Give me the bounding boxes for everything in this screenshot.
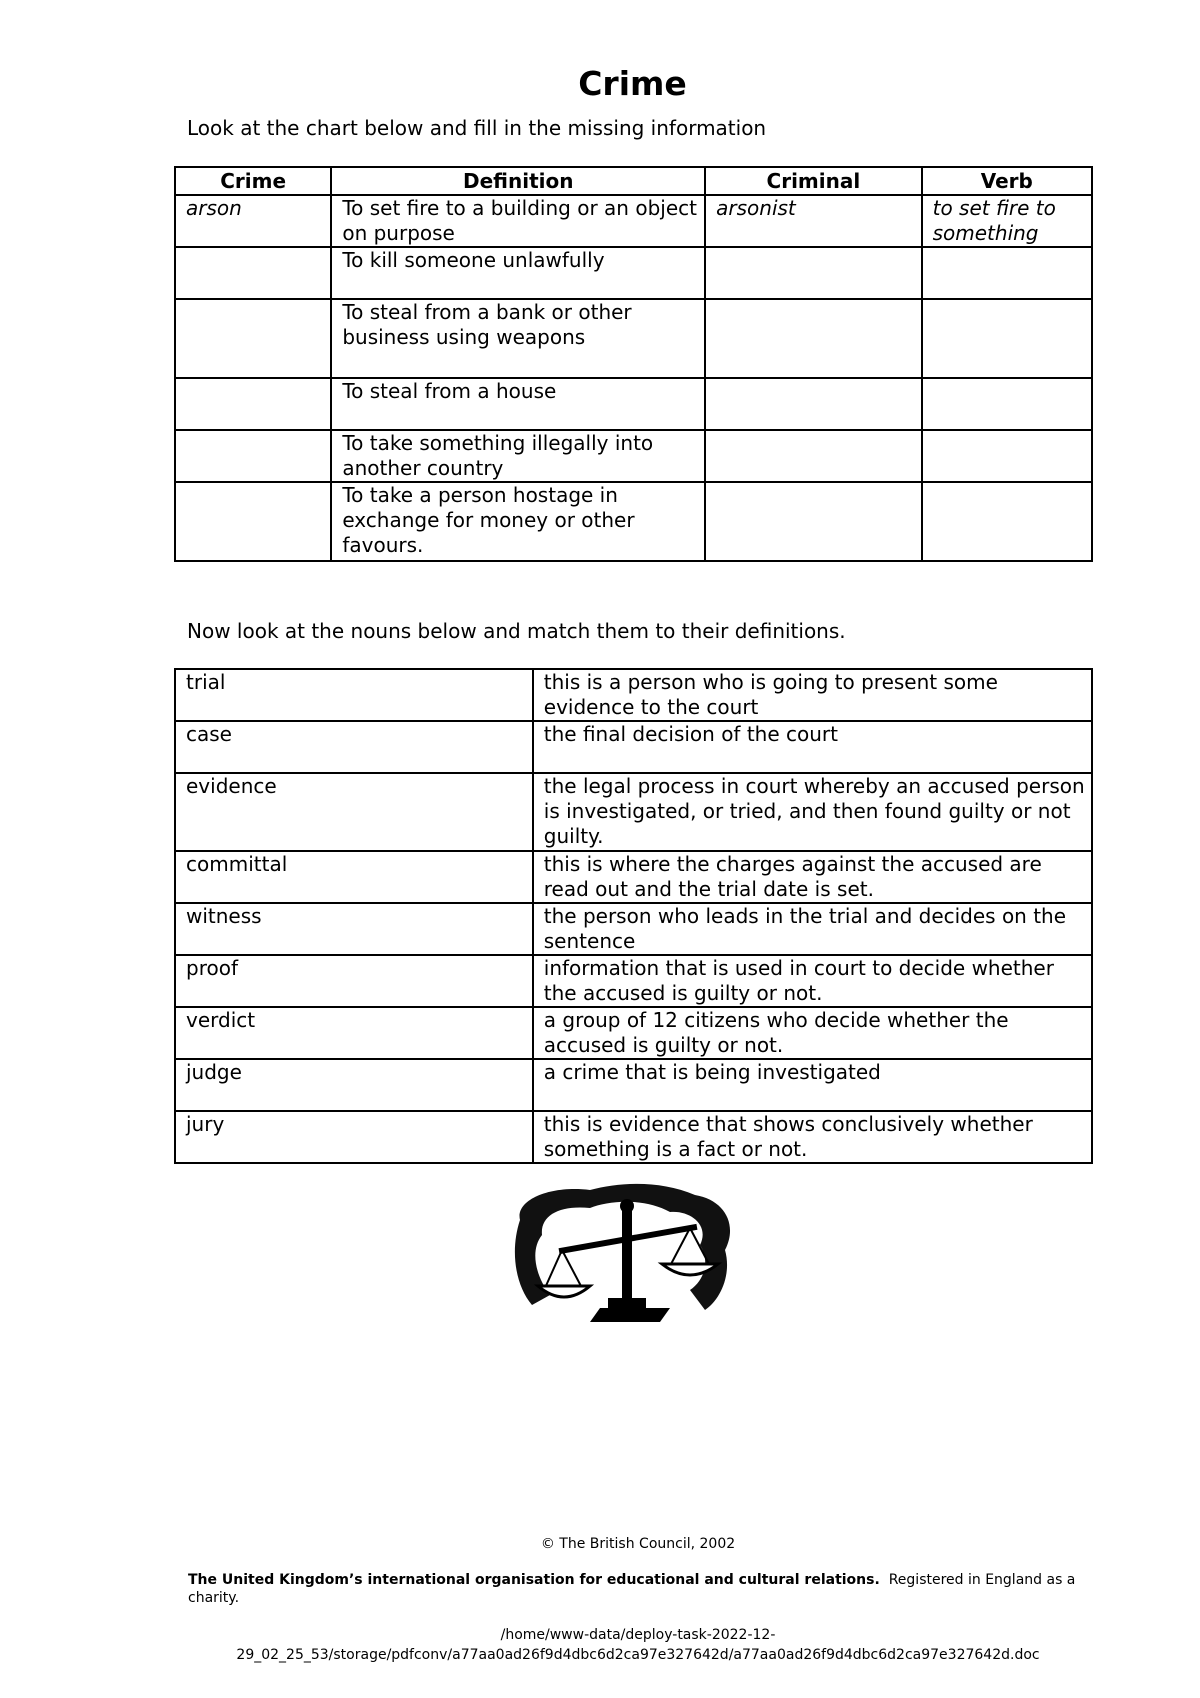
- match-table: [174, 668, 1093, 1164]
- definition-cell: this is where the charges against the accused are read out and the trial date is set.: [533, 851, 1092, 903]
- definition-cell: information that is used in court to decide whether the accused is guilty or not.: [533, 955, 1092, 1007]
- definition-cell: To kill someone unlawfully: [331, 247, 705, 299]
- instruction-text: Look at the chart below and fill in the missing information: [187, 116, 767, 140]
- table-row: [175, 773, 1092, 851]
- table-row: [175, 378, 1092, 430]
- charity-statement: [188, 1571, 1088, 1607]
- table-row: [175, 1007, 1092, 1059]
- noun-cell: verdict: [175, 1007, 533, 1059]
- table-row: [175, 247, 1092, 299]
- criminal-cell[interactable]: [705, 378, 921, 430]
- table-row: [175, 1059, 1092, 1111]
- criminal-cell[interactable]: [705, 299, 921, 378]
- charity-statement-bold: The United Kingdom’s international organisation for educational and cultural relations.: [188, 1572, 880, 1588]
- page-title: Crime: [578, 64, 687, 103]
- table-row: [175, 299, 1092, 378]
- table-row: [175, 1111, 1092, 1163]
- copyright-text: © The British Council, 2002: [540, 1536, 736, 1552]
- table-row: [175, 851, 1092, 903]
- file-path-line: /home/www-data/deploy-task-2022-12-: [500, 1627, 776, 1643]
- definition-cell: To take a person hostage in exchange for money or other favours.: [331, 482, 705, 561]
- definition-cell: this is a person who is going to present some evidence to the court: [533, 669, 1092, 721]
- header-crime: Crime: [175, 167, 331, 195]
- definition-cell: this is evidence that shows conclusively whether something is a fact or not.: [533, 1111, 1092, 1163]
- table-row: [175, 721, 1092, 773]
- verb-cell[interactable]: [922, 247, 1092, 299]
- crime-cell[interactable]: [175, 378, 331, 430]
- header-verb: Verb: [922, 167, 1092, 195]
- crime-cell[interactable]: [175, 430, 331, 482]
- noun-cell: trial: [175, 669, 533, 721]
- criminal-cell: arsonist: [705, 195, 921, 247]
- table-row: [175, 430, 1092, 482]
- crime-cell[interactable]: [175, 299, 331, 378]
- criminal-cell[interactable]: [705, 482, 921, 561]
- definition-cell: a crime that is being investigated: [533, 1059, 1092, 1111]
- charity-statement-rest: Registered in England as a charity.: [188, 1572, 1076, 1606]
- header-definition: Definition: [331, 167, 705, 195]
- verb-cell[interactable]: [922, 378, 1092, 430]
- definition-cell: To steal from a bank or other business using weapons: [331, 299, 705, 378]
- definition-cell: a group of 12 citizens who decide whether the accused is guilty or not.: [533, 1007, 1092, 1059]
- noun-cell: judge: [175, 1059, 533, 1111]
- verb-cell[interactable]: [922, 482, 1092, 561]
- crime-cell[interactable]: [175, 482, 331, 561]
- crime-table: [174, 166, 1093, 562]
- table-row: [175, 955, 1092, 1007]
- verb-cell: to set fire to something: [922, 195, 1092, 247]
- table-header-row: [175, 167, 1092, 195]
- noun-cell: evidence: [175, 773, 533, 851]
- definition-cell: To set fire to a building or an object on purpose: [331, 195, 705, 247]
- verb-cell[interactable]: [922, 299, 1092, 378]
- crime-cell[interactable]: [175, 247, 331, 299]
- instruction-text: Now look at the nouns below and match them to their definitions.: [187, 619, 846, 643]
- criminal-cell[interactable]: [705, 247, 921, 299]
- crime-cell: arson: [175, 195, 331, 247]
- definition-cell: the final decision of the court: [533, 721, 1092, 773]
- table-row: [175, 669, 1092, 721]
- file-path-line: 29_02_25_53/storage/pdfconv/a77aa0ad26f9d4dbc6d2ca97e327642d/a77aa0ad26f9d4dbc6d2ca97e327642d.doc: [236, 1647, 1040, 1663]
- noun-cell: jury: [175, 1111, 533, 1163]
- definition-cell: To steal from a house: [331, 378, 705, 430]
- definition-cell: the person who leads in the trial and decides on the sentence: [533, 903, 1092, 955]
- definition-cell: To take something illegally into another country: [331, 430, 705, 482]
- scales-of-justice-illustration: [510, 1180, 740, 1330]
- file-path: [188, 1625, 1088, 1665]
- verb-cell[interactable]: [922, 430, 1092, 482]
- table-row: [175, 195, 1092, 247]
- header-criminal: Criminal: [705, 167, 921, 195]
- criminal-cell[interactable]: [705, 430, 921, 482]
- table-row: [175, 903, 1092, 955]
- noun-cell: committal: [175, 851, 533, 903]
- noun-cell: case: [175, 721, 533, 773]
- noun-cell: proof: [175, 955, 533, 1007]
- noun-cell: witness: [175, 903, 533, 955]
- table-row: [175, 482, 1092, 561]
- definition-cell: the legal process in court whereby an accused person is investigated, or tried, and then found guilty or not guilty.: [533, 773, 1092, 851]
